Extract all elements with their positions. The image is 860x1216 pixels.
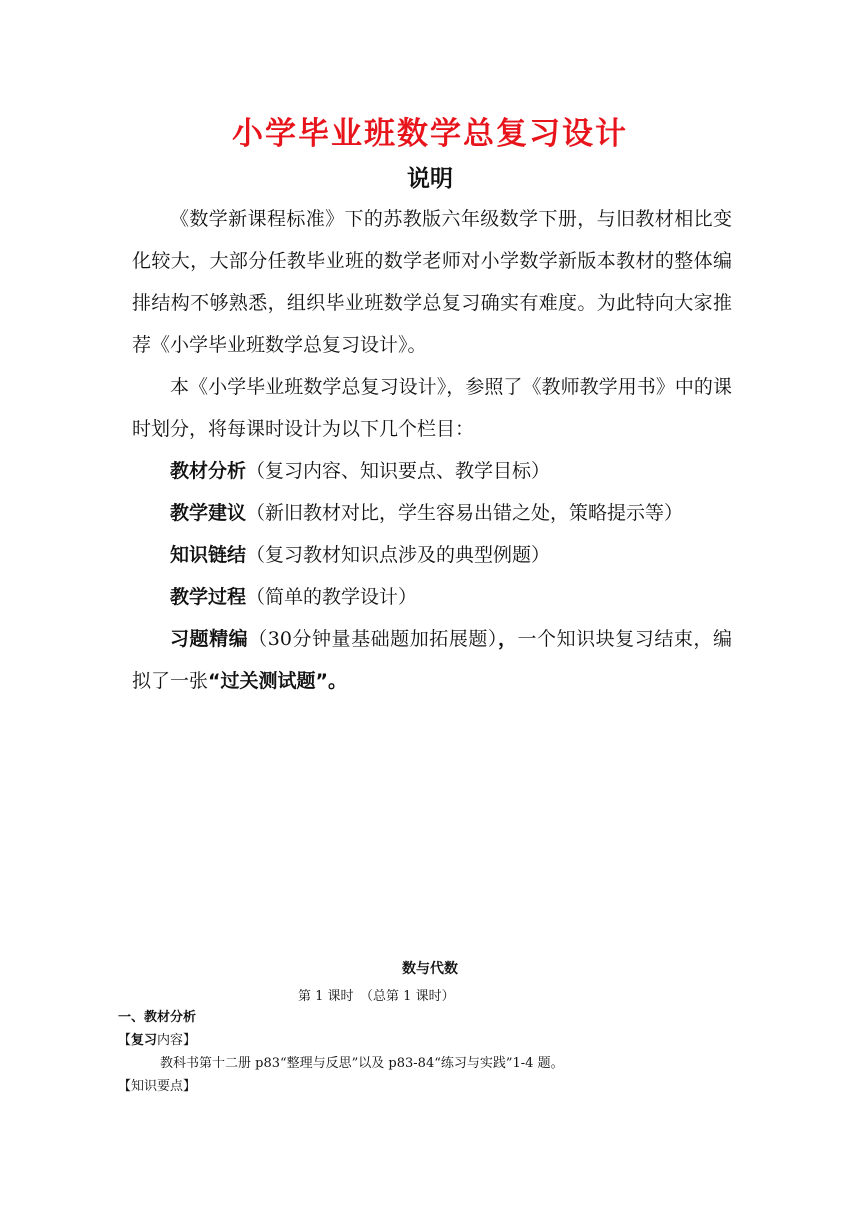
lesson-label: 第 1 课时 （总第 1 课时） (298, 989, 455, 1004)
document-subtitle: 说明 (407, 166, 453, 192)
column-item-1 (132, 450, 732, 492)
column-item-rest: 一个知识块复习结束，编拟了一张 (132, 628, 732, 692)
intro-paragraph-1: 《数学新课程标准》下的苏教版六年级数学下册，与旧教材相比变化较大，大部分任教毕业班的数学老师对小学数学新版本教材的整体编排结构不够熟悉，组织毕业班数学总复习确实有难度。为此特向大家推荐《小学毕业班数学总复习设计》。 (132, 208, 732, 356)
column-item-desc: （复习教材知识点涉及的典型例题） (246, 544, 551, 566)
column-item-end: 。 (328, 670, 348, 692)
column-item-4 (132, 576, 732, 618)
bracket-bold: 复习 (131, 1033, 158, 1048)
bracket-open: 【 (118, 1033, 132, 1048)
bracket-rest: 内容】 (157, 1033, 197, 1048)
column-item-desc: （新旧教材对比，学生容易出错之处，策略提示等） (246, 502, 684, 524)
bracket-heading-review (118, 1029, 196, 1048)
column-item-label: 习题精编 (170, 628, 249, 650)
bracket-heading-points: 【知识要点】 (118, 1079, 197, 1094)
quoted-test-title: “过关测试题” (208, 670, 328, 692)
column-item-label: 教学过程 (170, 586, 247, 608)
column-item-desc: （30分钟量基础题加拓展题） (248, 628, 498, 650)
column-item-label: 知识链结 (170, 544, 247, 566)
content-line: 教科书第十二册 p83“整理与反思”以及 p83-84“练习与实践”1-4 题。 (160, 1056, 564, 1071)
intro-body (132, 198, 732, 702)
section-title: 数与代数 (402, 961, 458, 977)
column-item-3 (132, 534, 732, 576)
column-item-5 (132, 618, 732, 702)
column-item-label: 教材分析 (170, 460, 247, 482)
section-heading: 一、教材分析 (118, 1010, 197, 1025)
column-item-label: 教学建议 (170, 502, 247, 524)
intro-paragraph-2: 本《小学毕业班数学总复习设计》，参照了《教师教学用书》中的课时划分，将每课时设计为以下几个栏目： (132, 376, 732, 440)
column-item-2 (132, 492, 732, 534)
column-item-desc: （简单的教学设计） (246, 586, 418, 608)
document-title: 小学毕业班数学总复习设计 (232, 116, 628, 152)
column-item-desc: （复习内容、知识要点、教学目标） (246, 460, 551, 482)
column-item-comma: ， (497, 628, 518, 650)
